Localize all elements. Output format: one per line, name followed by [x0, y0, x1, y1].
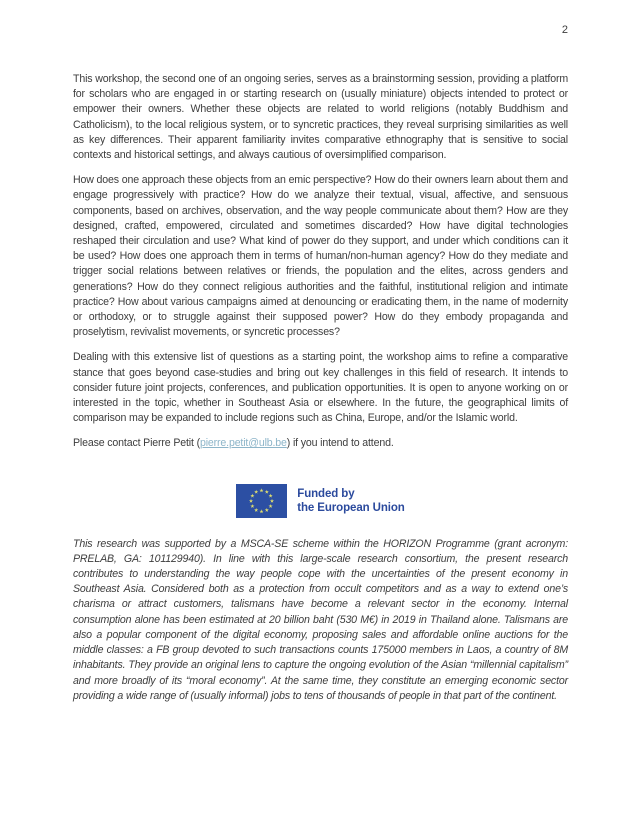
eu-funding-text	[297, 487, 404, 515]
eu-funding-line2: the European Union	[297, 501, 405, 514]
page-number: 2	[561, 24, 568, 36]
eu-funding-line1: Funded by	[297, 487, 355, 500]
contact-text-after: ) if you intend to attend.	[286, 437, 394, 450]
contact-email-link[interactable]: pierre.petit@ulb.be	[199, 437, 287, 450]
funding-acknowledgement: This research was supported by a MSCA-SE scheme within the HORIZON Programme (grant acronym: PRELAB, GA: 101129940). In line with this large-scale research consortium, the present research contributes to understanding the way people cope with the uncertainties of the present economy in Southeast Asia. Considered both as a protection from occult competitors and as a way to extend one’s charisma or attract customers, talismans have become a relevant sector in the economy. Internal consumption alone has been estimated at 20 billion baht (530 M€) in 2019 in Thailand alone. Talismans are also a popular component of the digital economy, proposing sales and affordable online auctions for the middle classes: a FB group devoted to such transactions counts 175000 members in Laos, a country of 8M inhabitants. They provide an original lens to capture the ongoing evolution of the Asian “millennial capitalism” and more broadly of its “moral economy”. At the same time, they constitute an emerging economic sector providing a wide range of (usually informal) jobs to tens of thousands of people in that part of the continent.	[73, 537, 568, 702]
questions-paragraph: How does one approach these objects from an emic perspective? How do their owners learn about them and engage progressively with practice? How do we analyze their textual, visual, affective, and sensuous components, based on archives, observation, and the way people communicate about them? How are they designed, crafted, empowered, circulated and sometimes discarded? How have digital technologies reshaped their circulation and use? What kind of power do they support, and under which conditions can it be used? How does one approach them in terms of human/non-human agency? How do they mediate and trigger social relations between relatives or friends, the population and the elites, across genders and generations? How do they connect religious authorities and the faithful, institutional religion and intimate practice? How about various campaigns aimed at denouncing or eradicating them, in the name of modernity or orthodoxy, or to struggle against their supposed power? How do they embody propaganda and proselytism, revivalist movements, or syncretic processes?	[73, 174, 568, 339]
intro-paragraph: This workshop, the second one of an ongoing series, serves as a brainstorming session, providing a platform for scholars who are engaged in or starting research on (usually miniature) objects intended to protect or empower their owners. Whether these objects are related to world religions (notably Buddhism and Catholicism), to the local religious system, or to syncretic practices, they reveal surprising similarities as well as key differences. Their apparent familiarity invites comparative ethnography that is sensitive to social contexts and historical settings, and always cautious of oversimplified comparison.	[73, 73, 568, 162]
eu-flag-icon	[236, 484, 287, 518]
eu-funding-logo	[236, 484, 404, 518]
contact-line	[73, 436, 568, 451]
aims-paragraph: Dealing with this extensive list of questions as a starting point, the workshop aims to refine a comparative stance that goes beyond case-studies and bring out key challenges in this field of research. It intends to consider future joint projects, conferences, and publication opportunities. It is open to anyone working on or interested in the topic, whether in Southeast Asia or elsewhere. In the future, the geographical limits of comparison may be expanded to include regions such as China, Europe, and/or the Islamic world.	[73, 351, 568, 425]
contact-text-before: Please contact Pierre Petit (	[73, 437, 200, 450]
